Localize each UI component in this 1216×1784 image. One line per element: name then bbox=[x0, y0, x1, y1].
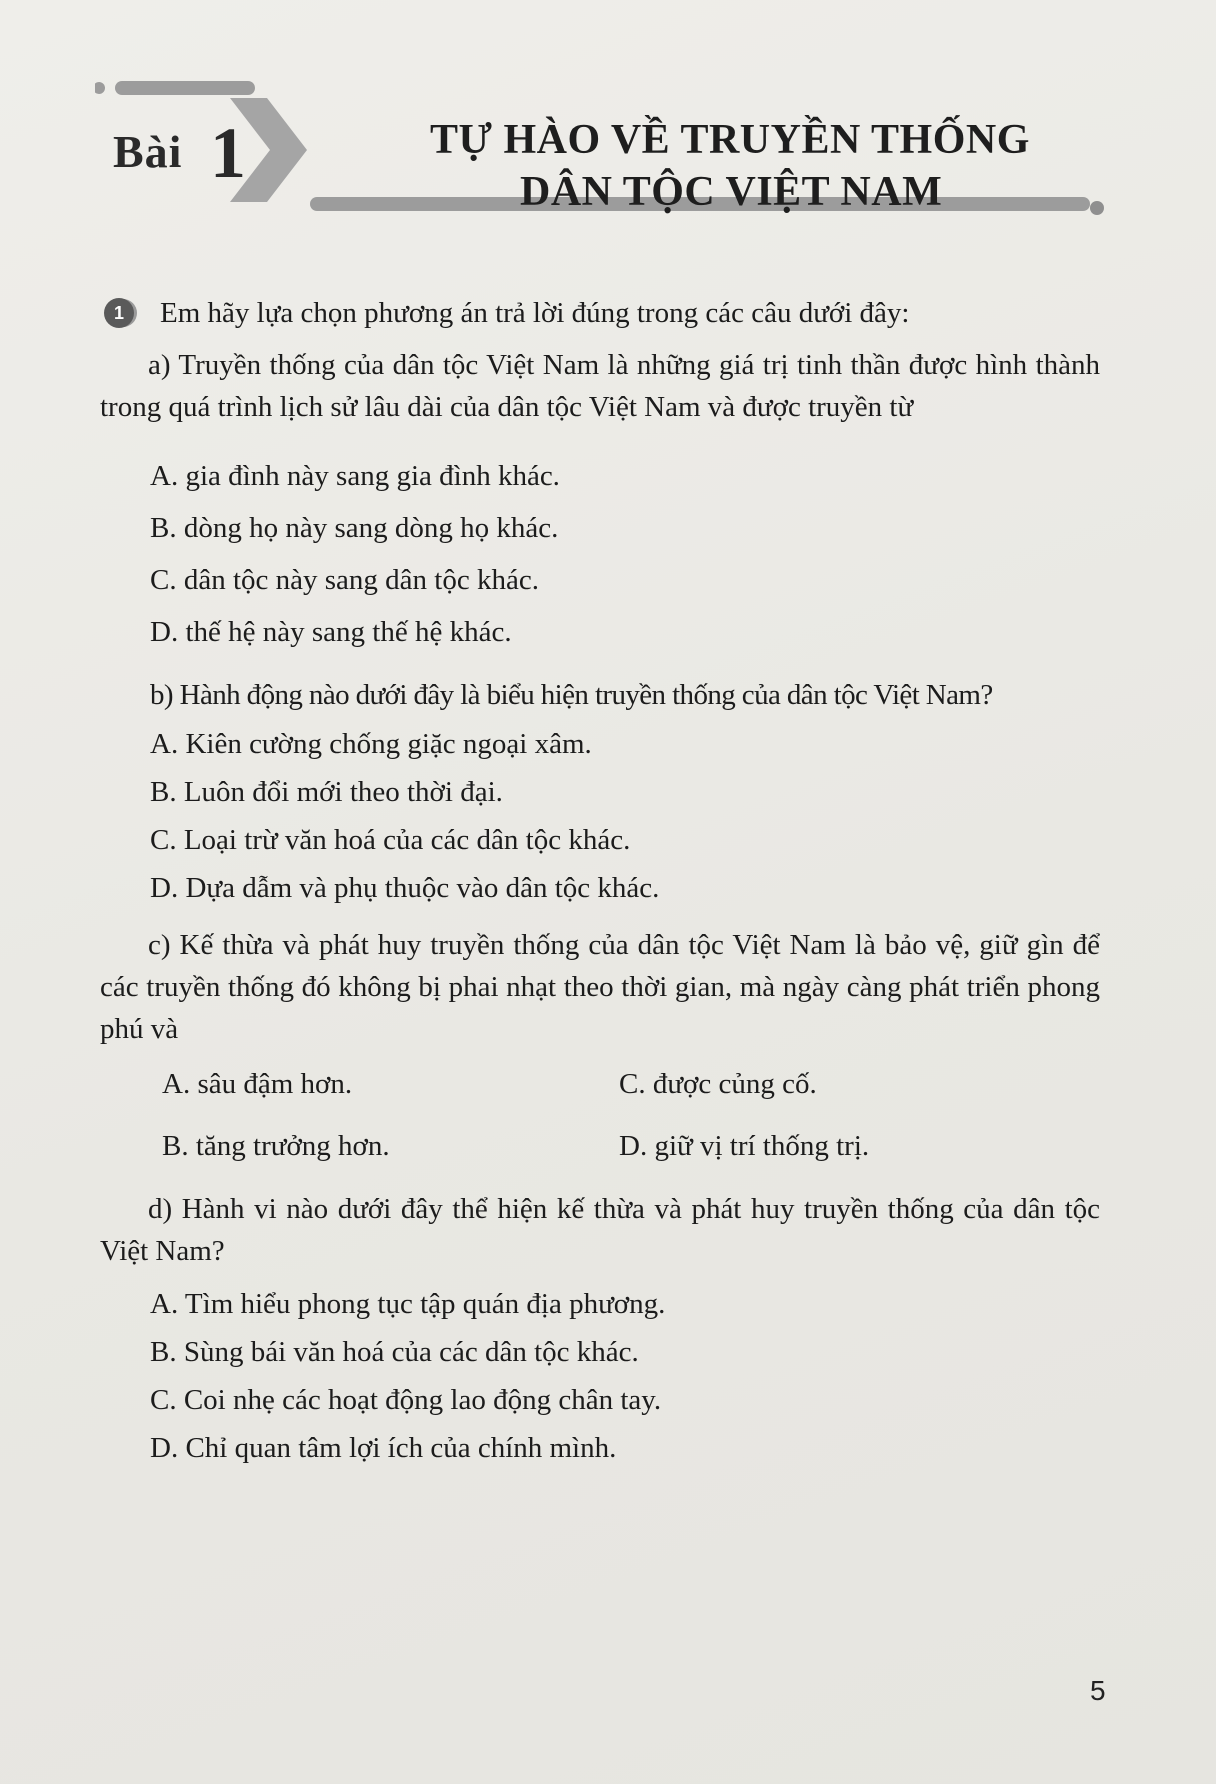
option-a-C: C. dân tộc này sang dân tộc khác. bbox=[150, 564, 539, 596]
lesson-header bbox=[95, 80, 1115, 250]
question-heading bbox=[100, 292, 1100, 334]
option-b-B: B. Luôn đổi mới theo thời đại. bbox=[150, 776, 503, 808]
option-b-D: D. Dựa dẫm và phụ thuộc vào dân tộc khác. bbox=[150, 872, 660, 904]
question-prompt: Em hãy lựa chọn phương án trả lời đúng trong các câu dưới đây: bbox=[160, 297, 910, 329]
option-a-B: B. dòng họ này sang dòng họ khác. bbox=[150, 512, 559, 544]
question-part-d: d) Hành vi nào dưới đây thể hiện kế thừa và phát huy truyền thống của dân tộc Việt Nam? bbox=[100, 1193, 1100, 1267]
option-b-A: A. Kiên cường chống giặc ngoại xâm. bbox=[150, 728, 592, 760]
option-d-B: B. Sùng bái văn hoá của các dân tộc khác. bbox=[150, 1336, 639, 1368]
option-a-A: A. gia đình này sang gia đình khác. bbox=[150, 460, 560, 492]
option-d-D: D. Chỉ quan tâm lợi ích của chính mình. bbox=[150, 1432, 617, 1464]
question-part-b: b) Hành động nào dưới đây là biểu hiện truyền thống của dân tộc Việt Nam? bbox=[150, 679, 993, 711]
options-part-a bbox=[100, 450, 1100, 658]
exercise-content bbox=[100, 292, 1100, 1472]
question-number-badge: 1 bbox=[104, 298, 134, 328]
header-dot-left bbox=[95, 82, 105, 94]
option-b-C: C. Loại trừ văn hoá của các dân tộc khác. bbox=[150, 824, 631, 856]
option-d-C: C. Coi nhẹ các hoạt động lao động chân tay. bbox=[150, 1384, 662, 1416]
options-part-c bbox=[100, 1060, 1100, 1170]
option-c-A: A. sâu đậm hơn. bbox=[162, 1068, 353, 1100]
question-part-c: c) Kế thừa và phát huy truyền thống của dân tộc Việt Nam là bảo vệ, giữ gìn để các truyền thống đó không bị phai nhạt theo thời gian, mà ngày càng phát triển phong phú và bbox=[100, 929, 1100, 1045]
lesson-number: 1 bbox=[210, 113, 246, 193]
lesson-title-line-2: DÂN TỘC VIỆT NAM bbox=[520, 169, 943, 215]
options-part-b bbox=[100, 720, 1100, 912]
options-part-d bbox=[100, 1280, 1100, 1472]
header-dot-right bbox=[1090, 201, 1104, 215]
option-c-B: B. tăng trưởng hơn. bbox=[162, 1130, 390, 1162]
option-c-C: C. được củng cố. bbox=[619, 1068, 817, 1100]
question-part-a: a) Truyền thống của dân tộc Việt Nam là những giá trị tinh thần được hình thành trong quá trình lịch sử lâu dài của dân tộc Việt Nam và được truyền từ bbox=[100, 349, 1100, 423]
option-a-D: D. thế hệ này sang thế hệ khác. bbox=[150, 616, 512, 648]
header-bar-top bbox=[115, 81, 255, 95]
option-d-A: A. Tìm hiểu phong tục tập quán địa phương. bbox=[150, 1288, 666, 1320]
option-c-D: D. giữ vị trí thống trị. bbox=[619, 1130, 870, 1162]
header-decoration bbox=[95, 80, 1115, 250]
lesson-title-line-1: TỰ HÀO VỀ TRUYỀN THỐNG bbox=[430, 117, 1030, 163]
lesson-label: Bài bbox=[113, 126, 183, 177]
page-number: 5 bbox=[1090, 1675, 1106, 1706]
